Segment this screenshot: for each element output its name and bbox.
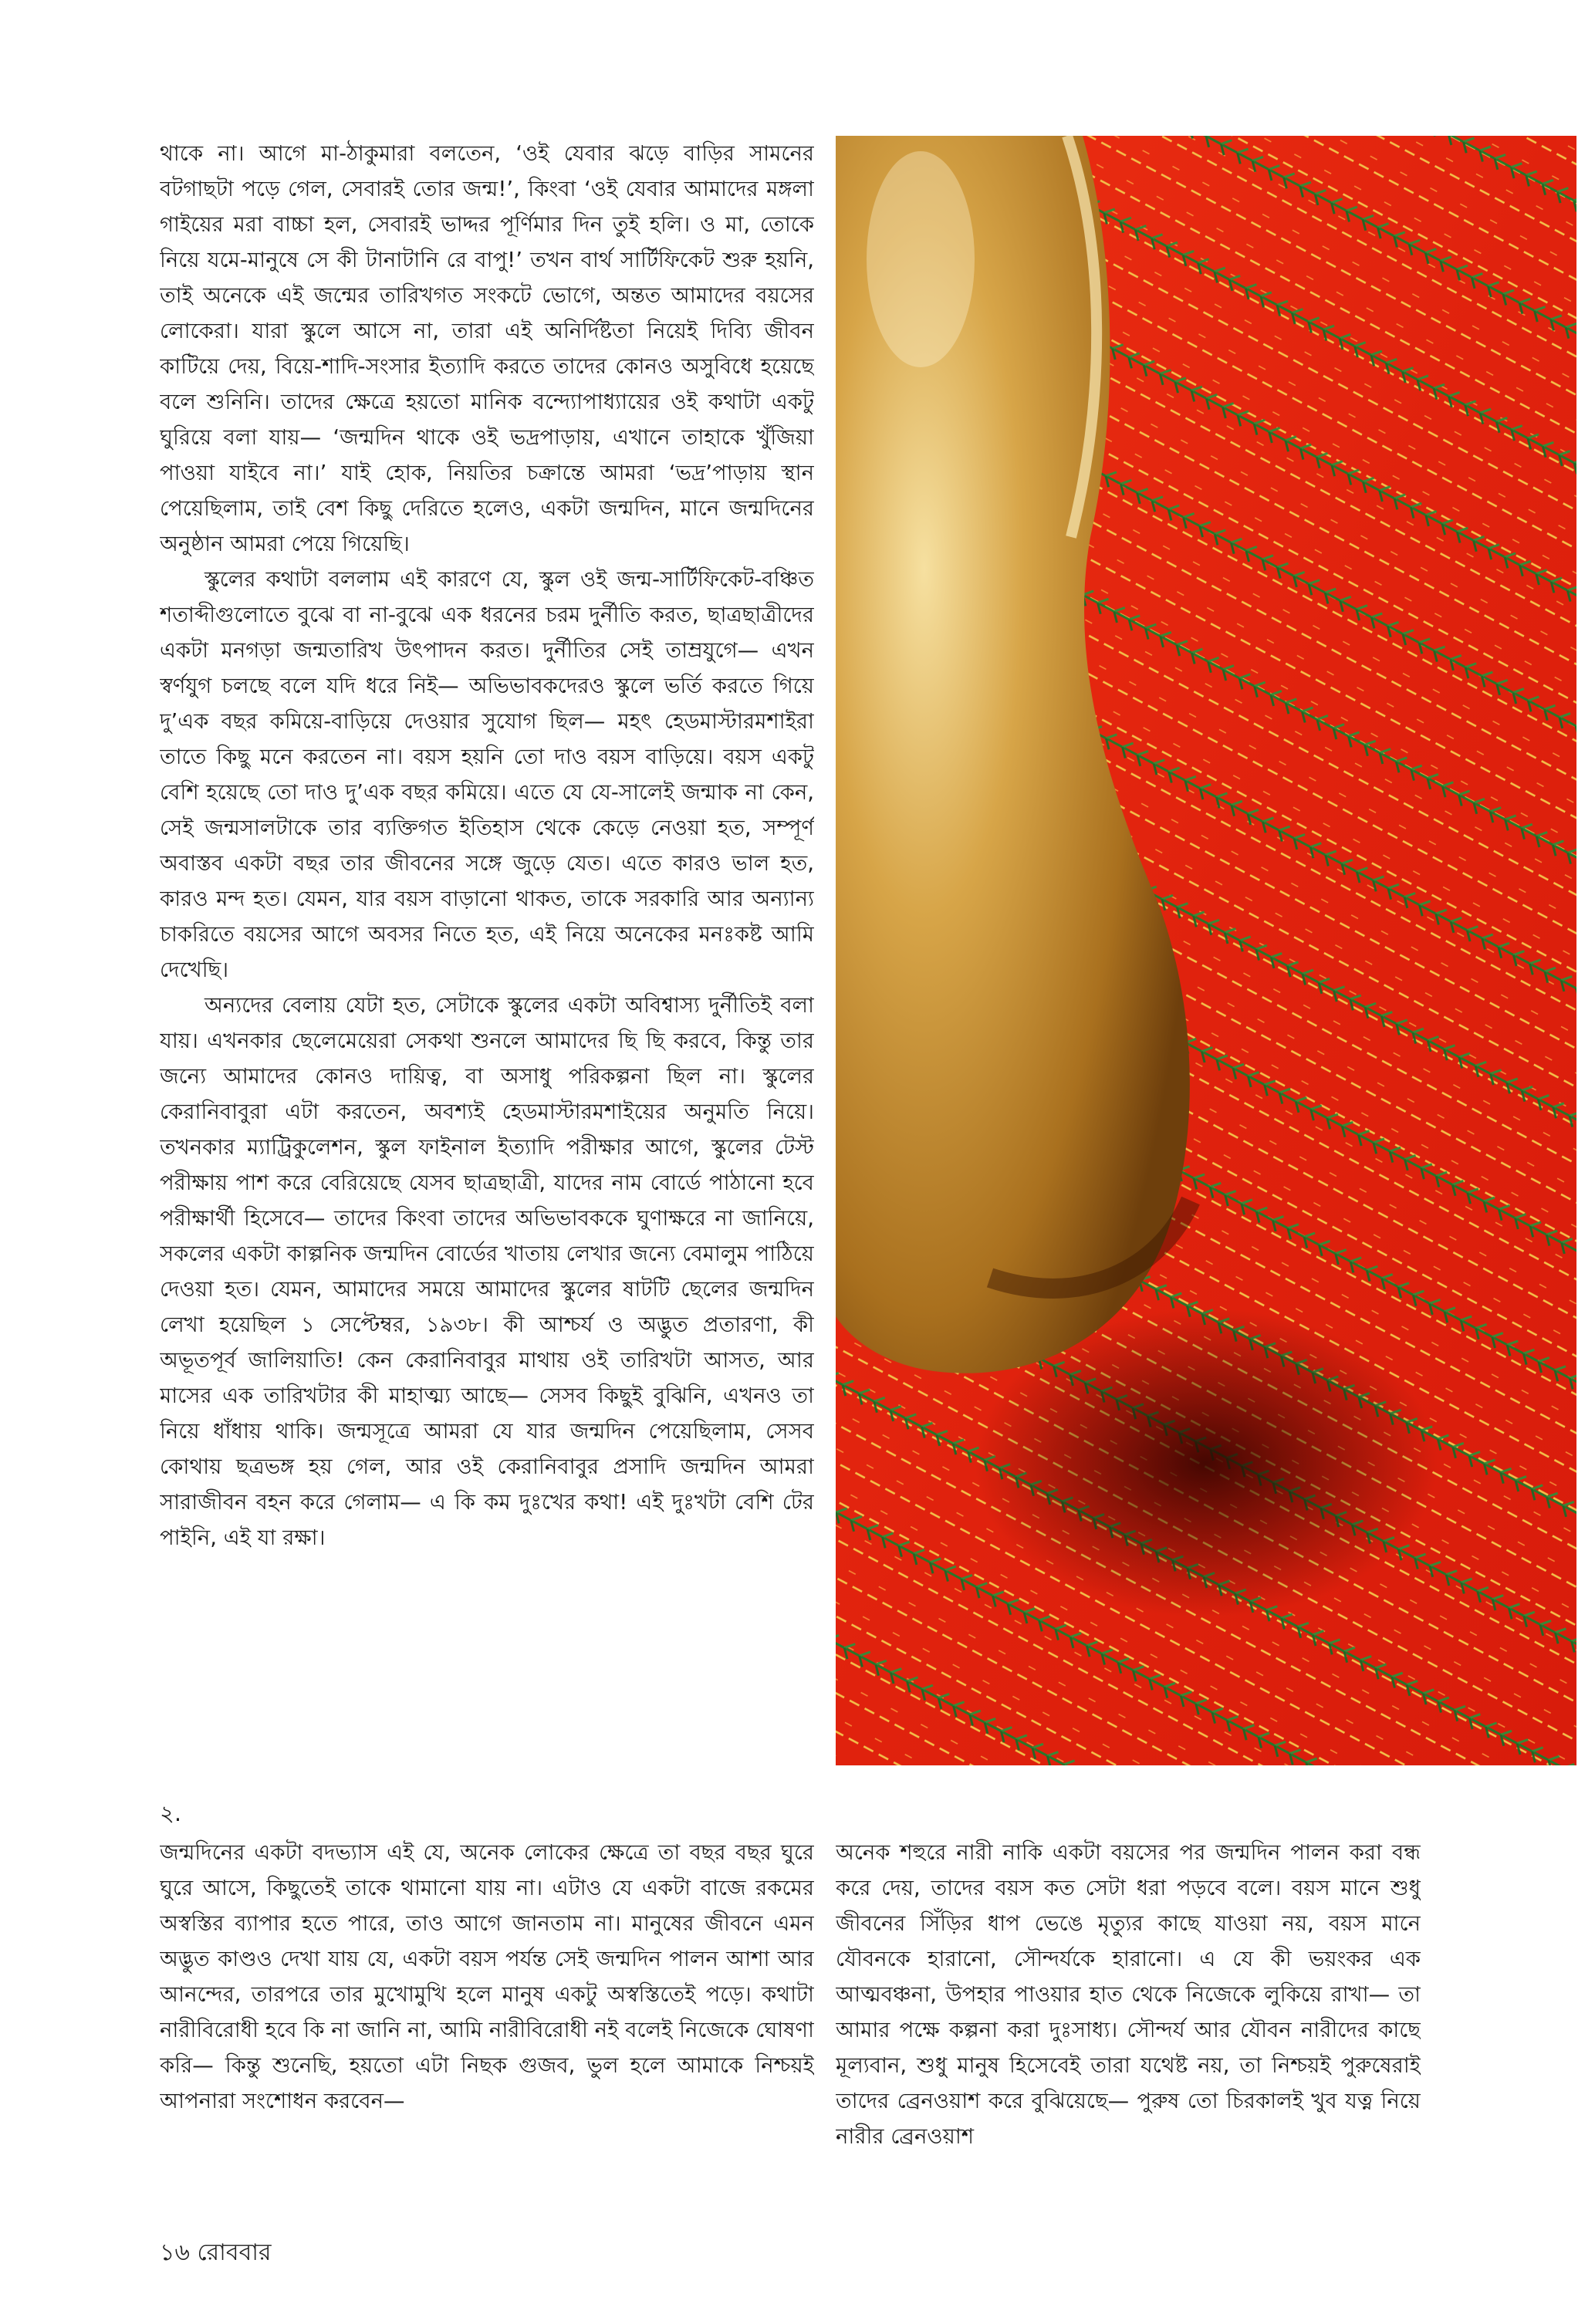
article-photo xyxy=(836,136,1576,1765)
paragraph: জন্মদিনের একটা বদভ্যাস এই যে, অনেক লোকের ক্ষেত্রে তা বছর বছর ঘুরে ঘুরে আসে, কিছুতেই তাকে থামানো যায় না। এটাও যে একটা বাজে রকমের অস্বস্তির ব্যাপার হতে পারে, তাও আগে জানতাম না। মানুষের জীবনে এমন অদ্ভুত কাণ্ডও দেখা যায় যে, একটা বয়স পর্যন্ত সেই জন্মদিন পালন আশা আর আনন্দের, তারপরে তার মুখোমুখি হলে মানুষ একটু অস্বস্তিতেই পড়ে। কথাটা নারীবিরোধী হবে কি না জানি না, আমি নারীবিরোধী নই বলেই নিজেকে ঘোষণা করি— কিন্তু শুনেছি, হয়তো এটা নিছক গুজব, ভুল হলে আমাকে নিশ্চয়ই আপনারা সংশোধন করবেন— xyxy=(160,1840,814,2113)
paragraph: অনেক শহুরে নারী নাকি একটা বয়সের পর জন্মদিন পালন করা বন্ধ করে দেয়, তাদের বয়স কত সেটা ধরা পড়বে বলে। বয়স মানে শুধু জীবনের সিঁড়ির ধাপ ভেঙে মৃত্যুর কাছে যাওয়া নয়, বয়স মানে যৌবনকে হারানো, সৌন্দর্যকে হারানো। এ যে কী ভয়ংকর এক আত্মবঞ্চনা, উপহার পাওয়ার হাত থেকে নিজেকে লুকিয়ে রাখা— তা আমার পক্ষে কল্পনা করা দুঃসাধ্য। সৌন্দর্য আর যৌবন নারীদের কাছে মূল্যবান, শুধু মানুষ হিসেবেই তারা যথেষ্ট নয়, তা নিশ্চয়ই পুরুষেরাই তাদের ব্রেনওয়াশ করে বুঝিয়েছে— পুরুষ তো চিরকালই খুব যত্ন নিয়ে নারীর ব্রেনওয়াশ xyxy=(836,1840,1421,2149)
article-column-top xyxy=(160,136,814,1764)
section-number: ২. xyxy=(160,1800,182,1826)
paragraph: স্কুলের কথাটা বললাম এই কারণে যে, স্কুল ওই জন্ম-সার্টিফিকেট-বঞ্চিত শতাব্দীগুলোতে বুঝে বা না-বুঝে এক ধরনের চরম দুর্নীতি করত, ছাত্রছাত্রীদের একটা মনগড়া জন্মতারিখ উৎপাদন করত। দুর্নীতির সেই তাম্রযুগে— এখন স্বর্ণযুগ চলছে বলে যদি ধরে নিই— অভিভাবকদেরও স্কুলে ভর্তি করতে গিয়ে দু’এক বছর কমিয়ে-বাড়িয়ে দেওয়ার সুযোগ ছিল— মহৎ হেডমাস্টারমশাইরা তাতে কিছু মনে করতেন না। বয়স হয়নি তো দাও বয়স বাড়িয়ে। বয়স একটু বেশি হয়েছে তো দাও দু’এক বছর কমিয়ে। এতে যে যে-সালেই জন্মাক না কেন, সেই জন্মসালটাকে তার ব্যক্তিগত ইতিহাস থেকে কেড়ে নেওয়া হত, সম্পূর্ণ অবাস্তব একটা বছর তার জীবনের সঙ্গে জুড়ে যেত। এতে কারও ভাল হত, কারও মন্দ হত। যেমন, যার বয়স বাড়ানো থাকত, তাকে সরকারি আর অন্যান্য চাকরিতে বয়সের আগে অবসর নিতে হত, এই নিয়ে অনেকের মনঃকষ্ট আমি দেখেছি। xyxy=(160,567,814,982)
bowl-reflection xyxy=(867,151,975,367)
article-column-bottom-left xyxy=(160,1835,814,2180)
page-number-label: ১৬ রোববার xyxy=(160,2239,272,2266)
paragraph: থাকে না। আগে মা-ঠাকুমারা বলতেন, ‘ওই যেবার ঝড়ে বাড়ির সামনের বটগাছটা পড়ে গেল, সেবারই তোর জন্ম!’, কিংবা ‘ওই যেবার আমাদের মঙ্গলা গাইয়ের মরা বাচ্চা হল, সেবারই ভাদ্দর পূর্ণিমার দিন তুই হলি। ও মা, তোকে নিয়ে যমে-মানুষে সে কী টানাটানি রে বাপু!’ তখন বার্থ সার্টিফিকেট শুরু হয়নি, তাই অনেকে এই জন্মের তারিখগত সংকটে ভোগে, অন্তত আমাদের বয়সের লোকেরা। যারা স্কুলে আসে না, তারা এই অনির্দিষ্টতা নিয়েই দিব্যি জীবন কাটিয়ে দেয়, বিয়ে-শাদি-সংসার ইত্যাদি করতে তাদের কোনও অসুবিধে হয়েছে বলে শুনিনি। তাদের ক্ষেত্রে হয়তো মানিক বন্দ্যোপাধ্যায়ের ওই কথাটা একটু ঘুরিয়ে বলা যায়— ‘জন্মদিন থাকে ওই ভদ্রপাড়ায়, এখানে তাহাকে খুঁজিয়া পাওয়া যাইবে না।’ যাই হোক, নিয়তির চক্রান্তে আমরা ‘ভদ্র’পাড়ায় স্থান পেয়েছিলাম, তাই বেশ কিছু দেরিতে হলেও, একটা জন্মদিন, মানে জন্মদিনের অনুষ্ঠান আমরা পেয়ে গিয়েছি। xyxy=(160,141,814,556)
article-column-bottom-right xyxy=(836,1835,1421,2180)
paragraph: অন্যদের বেলায় যেটা হত, সেটাকে স্কুলের একটা অবিশ্বাস্য দুর্নীতিই বলা যায়। এখনকার ছেলেমেয়েরা সেকথা শুনলে আমাদের ছি ছি করবে, কিন্তু তার জন্যে আমাদের কোনও দায়িত্ব, বা অসাধু পরিকল্পনা ছিল না। স্কুলের কেরানিবাবুরা এটা করতেন, অবশ্যই হেডমাস্টারমশাইয়ের অনুমতি নিয়ে। তখনকার ম্যাট্রিকুলেশন, স্কুল ফাইনাল ইত্যাদি পরীক্ষার আগে, স্কুলের টেস্ট পরীক্ষায় পাশ করে বেরিয়েছে যেসব ছাত্রছাত্রী, যাদের নাম বোর্ডে পাঠানো হবে পরীক্ষার্থী হিসেবে— তাদের কিংবা তাদের অভিভাবককে ঘুণাক্ষরে না জানিয়ে, সকলের একটা কাল্পনিক জন্মদিন বোর্ডের খাতায় লেখার জন্যে বেমালুম পাঠিয়ে দেওয়া হত। যেমন, আমাদের সময়ে আমাদের স্কুলের ষাটটি ছেলের জন্মদিন লেখা হয়েছিল ১ সেপ্টেম্বর, ১৯৩৮। কী আশ্চর্য ও অদ্ভুত প্রতারণা, কী অভূতপূর্ব জালিয়াতি! কেন কেরানিবাবুর মাথায় ওই তারিখটা আসত, আর মাসের এক তারিখটার কী মাহাত্ম্য আছে— সেসব কিছুই বুঝিনি, এখনও তা নিয়ে ধাঁধায় থাকি। জন্মসূত্রে আমরা যে যার জন্মদিন পেয়েছিলাম, সেসব কোথায় ছত্রভঙ্গ হয় গেল, আর ওই কেরানিবাবুর প্রসাদি জন্মদিন আমরা সারাজীবন বহন করে গেলাম— এ কি কম দুঃখের কথা! এই দুঃখটা বেশি টের পাইনি, এই যা রক্ষা। xyxy=(160,993,814,1550)
